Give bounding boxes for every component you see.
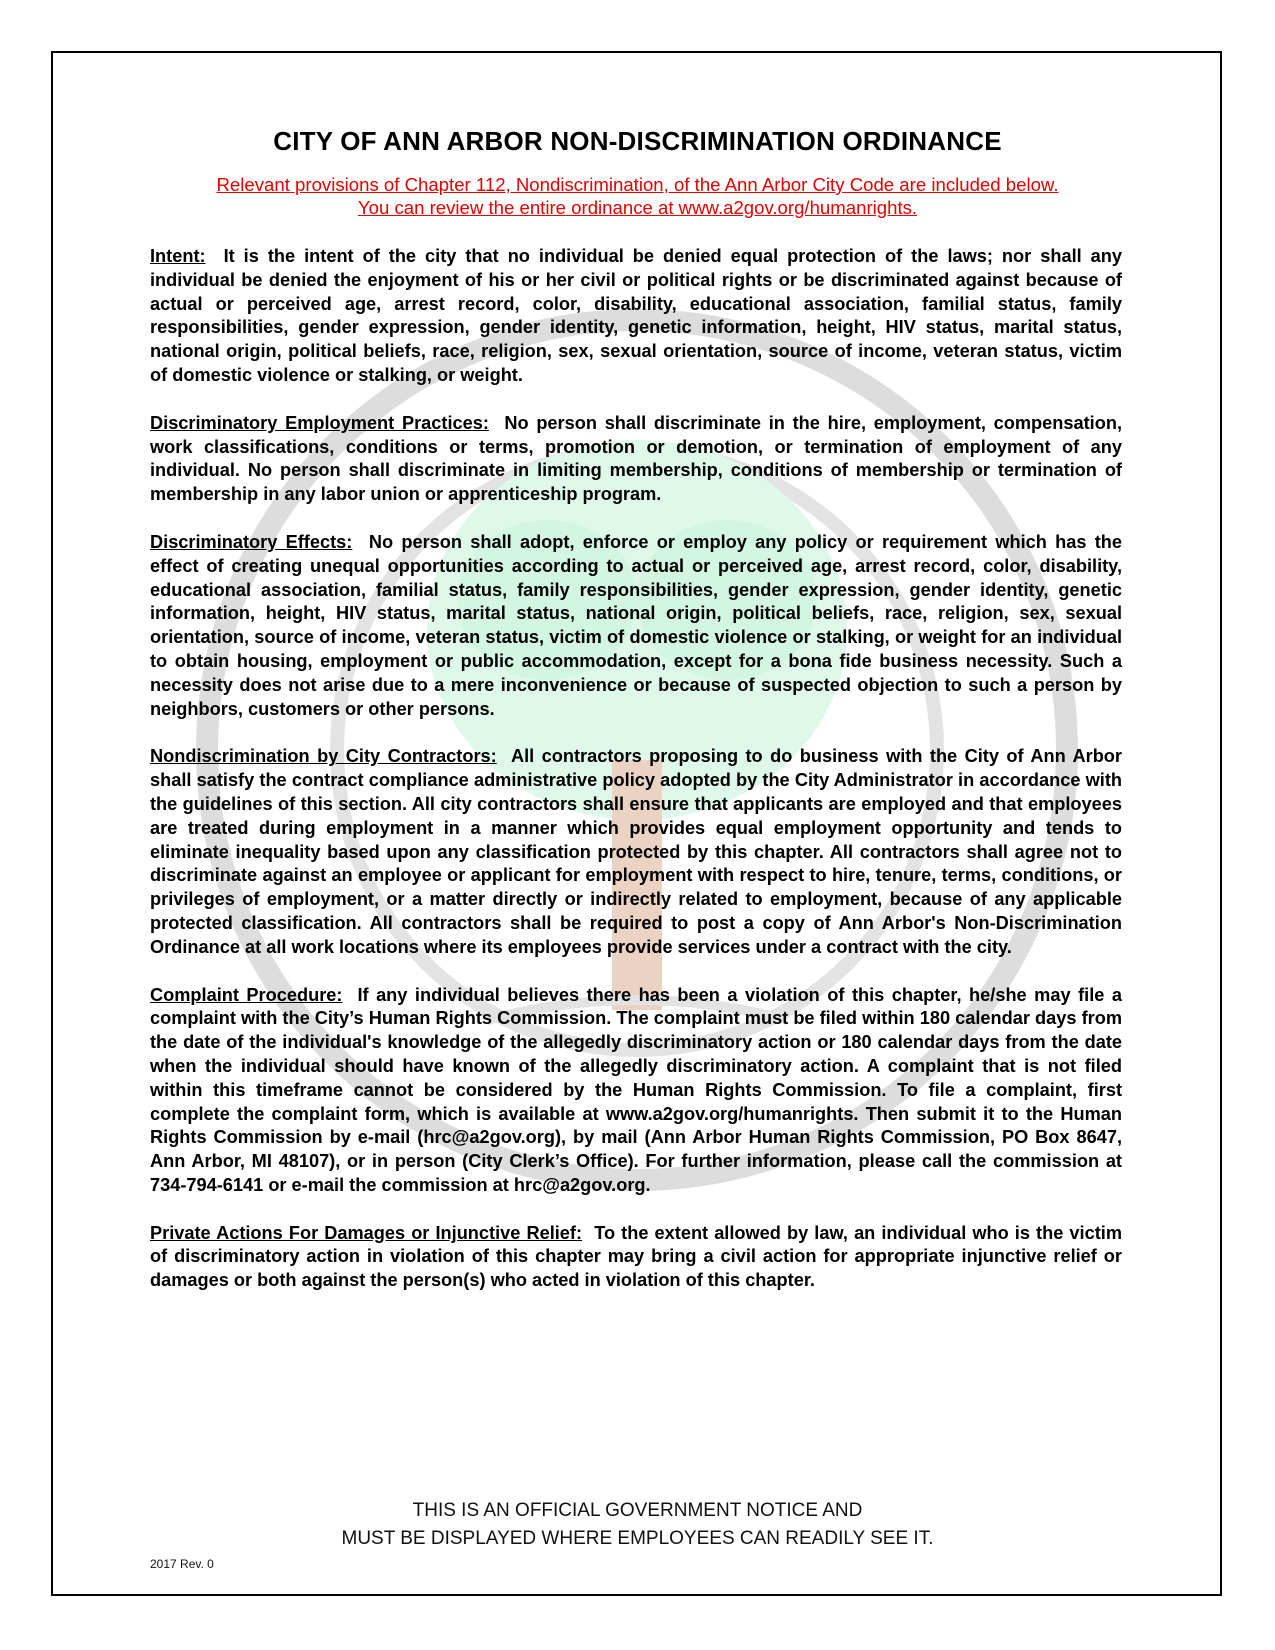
section-employment-practices (150, 412, 1122, 507)
official-notice (0, 1497, 1275, 1553)
notice-line-2: MUST BE DISPLAYED WHERE EMPLOYEES CAN READILY SEE IT. (341, 1528, 934, 1549)
section-text: To the extent allowed by law, an individual who is the victim of discriminatory action in violation of this chapter may bring a civil action for appropriate injunctive relief or damages or both against the person(s) who acted in violation of this chapter. (150, 1222, 1122, 1291)
section-heading: Nondiscrimination by City Contractors: (150, 746, 497, 767)
section-text: No person shall discriminate in the hire, employment, compensation, work classifications, conditions or terms, promotion or demotion, or termination of employment of any individual. No person shall discriminate in limiting membership, conditions of membership or termination of membership in any labor union or apprenticeship program. (150, 412, 1122, 505)
section-text: All contractors proposing to do business with the City of Ann Arbor shall satisfy the contract compliance administrative policy adopted by the City Administrator in accordance with the guidelines of this section. All city contractors shall ensure that applicants are employed and that employees are treated during employment in a manner which provides equal employment opportunity and tends to eliminate inequality based upon any classification protected by this chapter. All contractors shall agree not to discriminate against an employee or applicant for employment with respect to hire, tenure, terms, conditions, or privileges of employment, or a matter directly or indirectly related to employment, because of any applicable protected classification. All contractors shall be required to post a copy of Ann Arbor's Non-Discrimination Ordinance at all work locations where its employees provide services under a contract with the city. (150, 746, 1122, 957)
section-heading: Private Actions For Damages or Injunctive Relief: (150, 1222, 583, 1243)
section-heading: Discriminatory Employment Practices: (150, 412, 489, 433)
section-complaint-procedure (150, 984, 1122, 1198)
ordinance-body (150, 245, 1122, 1317)
section-heading: Intent: (150, 246, 206, 266)
section-text: If any individual believes there has been a violation of this chapter, he/she may file a complaint with the City’s Human Rights Commission. The complaint must be filed within 180 calendar days from the date of the individual's knowledge of the allegedly discriminatory action or 180 calendar days from the date when the individual should have known of the allegedly discriminatory action. A complaint that is not filed within this timeframe cannot be considered by the Human Rights Commission. To file a complaint, first complete the complaint form, which is available at www.a2gov.org/humanrights. Then submit it to the Human Rights Commission by e-mail (hrc@a2gov.org), by mail (Ann Arbor Human Rights Commission, PO Box 8647, Ann Arbor, MI 48107), or in person (City Clerk’s Office). For further information, please call the commission at 734-794-6141 or e-mail the commission at hrc@a2gov.org. (150, 984, 1122, 1195)
section-intent (150, 245, 1122, 388)
section-text: It is the intent of the city that no individual be denied equal protection of the laws; nor shall any individual be denied the enjoyment of his or her civil or political rights or be discriminated against because of actual or perceived age, arrest record, color, disability, educational association, familial status, family responsibilities, gender expression, gender identity, genetic information, height, HIV status, marital status, national origin, political beliefs, race, religion, sex, sexual orientation, source of income, veteran status, victim of domestic violence or stalking, or weight. (150, 246, 1123, 385)
subtitle-link-line[interactable]: You can review the entire ordinance at www.a2gov.org/humanrights. (357, 197, 918, 218)
section-heading: Complaint Procedure: (150, 984, 343, 1005)
notice-line-1: THIS IS AN OFFICIAL GOVERNMENT NOTICE AND (412, 1500, 863, 1521)
subtitle (0, 173, 1275, 219)
section-city-contractors (150, 745, 1122, 959)
section-text: No person shall adopt, enforce or employ any policy or requirement which has the effect of creating unequal opportunities according to actual or perceived age, arrest record, color, disability, educational association, familial status, family responsibilities, gender expression, gender identity, genetic information, height, HIV status, marital status, national origin, political beliefs, race, religion, sex, sexual orientation, source of income, veteran status, victim of domestic violence or stalking, or weight for an individual to obtain housing, employment or public accommodation, except for a bona fide business necessity. Such a necessity does not arise due to a mere inconvenience or because of suspected objection to such a person by neighbors, customers or other persons. (150, 531, 1123, 719)
section-private-actions (150, 1222, 1122, 1293)
subtitle-line-1: Relevant provisions of Chapter 112, Nondiscrimination, of the Ann Arbor City Code are included below. (216, 174, 1059, 195)
revision-label: 2017 Rev. 0 (150, 1557, 214, 1571)
page-title: CITY OF ANN ARBOR NON-DISCRIMINATION ORDINANCE (273, 126, 1002, 156)
section-discriminatory-effects (150, 531, 1122, 721)
section-heading: Discriminatory Effects: (150, 531, 353, 552)
